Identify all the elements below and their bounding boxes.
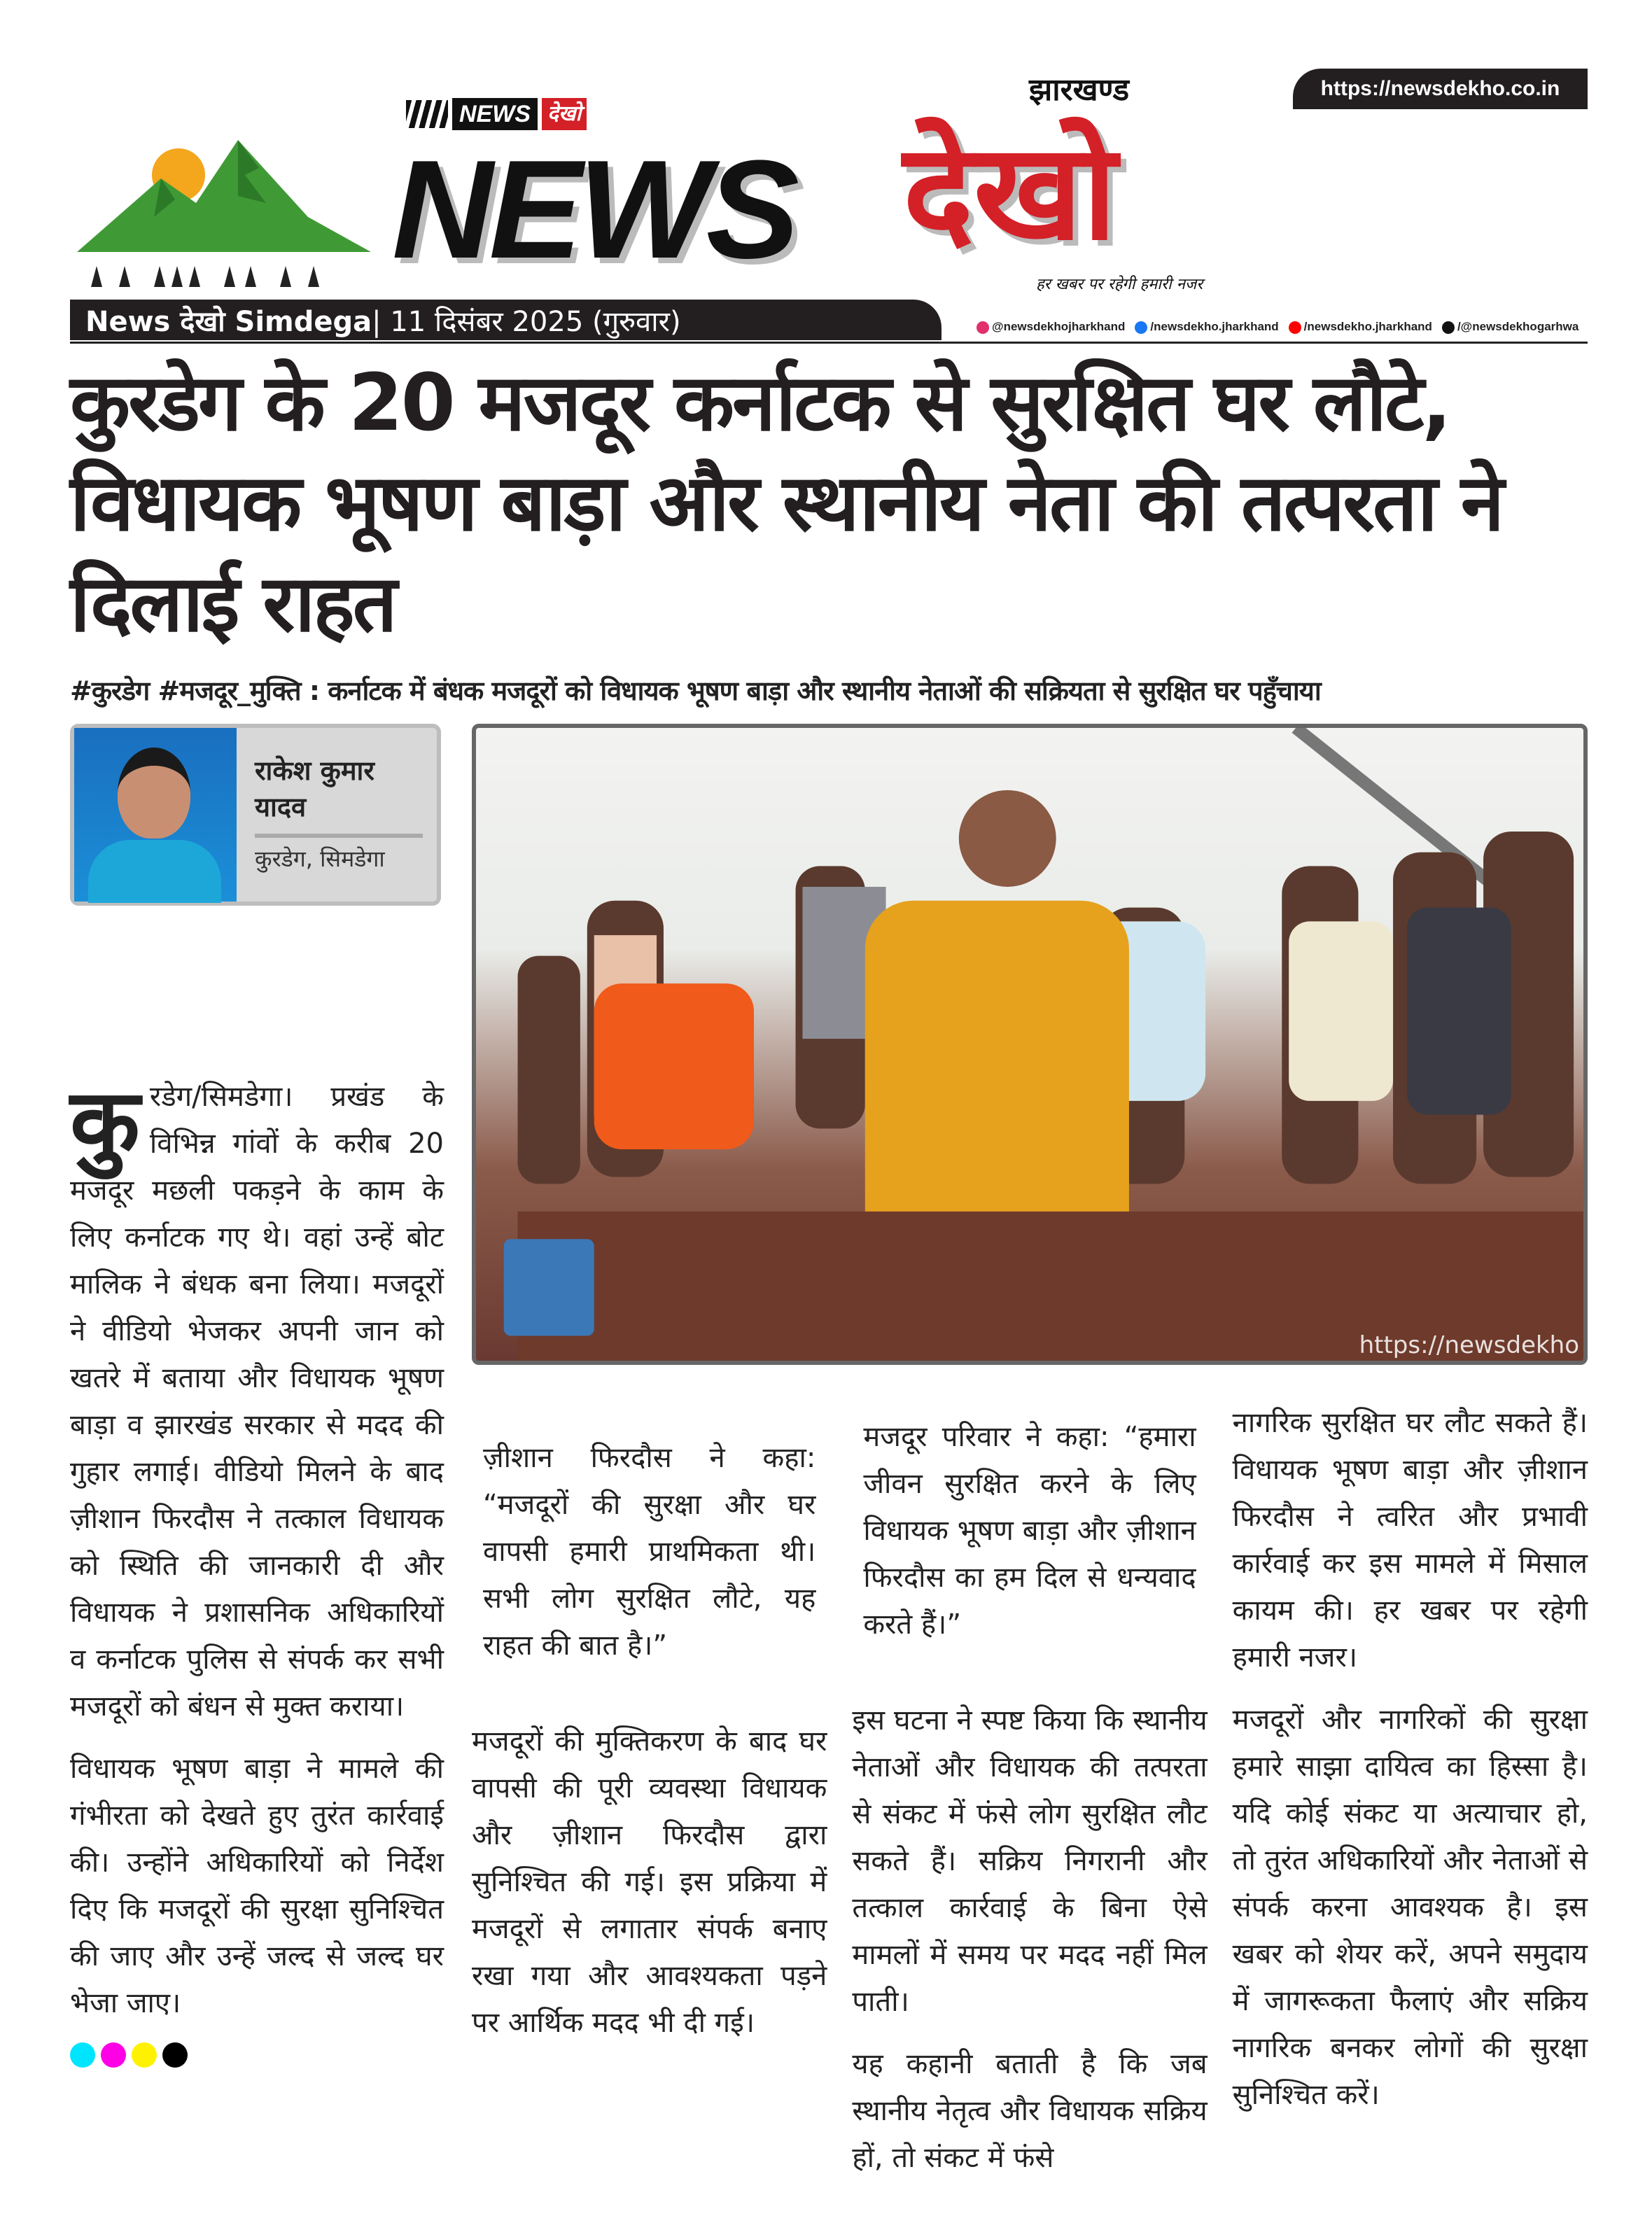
brand-mini-news: NEWS xyxy=(452,98,538,130)
website-url-badge[interactable]: https://newsdekho.co.in xyxy=(1293,69,1588,109)
headline: कुरडेग के 20 मजदूर कर्नाटक से सुरक्षित घर लौटे, विधायक भूषण बाड़ा और स्थानीय नेता की तत्परता ने दिलाई राहत xyxy=(70,358,1503,650)
mountain-logo xyxy=(77,112,371,294)
instagram-icon xyxy=(976,321,989,334)
article-column-4 xyxy=(1233,1400,1588,2134)
brand-state: झारखण्ड xyxy=(1029,72,1130,108)
social-handle: /@newsdekhogarhwa xyxy=(1457,320,1579,333)
author-name: राकेश कुमार यादव xyxy=(255,755,374,822)
paragraph: इस घटना ने स्पष्ट किया कि स्थानीय नेताओं और विधायक की तत्परता से संकट में फंसे लोग सुरक्षित लौट सकते हैं। सक्रिय निगरानी और तत्काल कार्रवाई के बिना ऐसे मामलों में समय पर मदद नहीं मिल पाती। xyxy=(852,1704,1208,2019)
author-divider xyxy=(255,834,423,838)
social-youtube[interactable] xyxy=(1289,316,1432,337)
brand-logo-dekho: देखो xyxy=(903,115,1117,269)
social-handle: /newsdekho.jharkhand xyxy=(1303,320,1432,333)
photo-watermark: https://newsdekho xyxy=(1359,1331,1579,1360)
brand-tagline: हर खबर पर रहेगी हमारी नजर xyxy=(1036,276,1203,293)
author-box xyxy=(70,724,441,906)
brand-logo-news: NEWS xyxy=(392,132,795,288)
brand-mini-logo xyxy=(406,98,587,130)
cmyk-registration-dots xyxy=(70,2042,444,2068)
edition-date-bar xyxy=(70,300,941,340)
paragraph: मजदूरों और नागरिकों की सुरक्षा हमारे साझा दायित्व का हिस्सा है। यदि कोई संकट या अत्याचार हो, तो तुरंत अधिकारियों और नेताओं से संपर्क करना आवश्यक है। इस खबर को शेयर करें, अपने समुदाय में जागरूकता फैलाएं और सक्रिय नागरिक बनकर लोगों की सुरक्षा सुनिश्चित करें। xyxy=(1232,1704,1588,2112)
x-icon xyxy=(1442,321,1455,334)
article xyxy=(70,353,1588,2197)
paragraph: नागरिक सुरक्षित घर लौट सकते हैं। विधायक भूषण बाड़ा और ज़ीशान फिरदौस ने त्वरित और प्रभावी कार्रवाई कर इस मामले में मिसाल कायम की। हर खबर पर रहेगी हमारी नजर। xyxy=(1232,1407,1588,1674)
paragraph: यह कहानी बताती है कि जब स्थानीय नेतृत्व और विधायक सक्रिय हों, तो संकट में फंसे xyxy=(852,2048,1208,2175)
drop-cap: कु xyxy=(70,1069,140,1176)
subheadline: #कुरडेग #मजदूर_मुक्ति : कर्नाटक में बंधक मजदूरों को विधायक भूषण बाड़ा और स्थानीय नेताओं की सक्रियता से सुरक्षित घर पहुँचाया xyxy=(70,675,1321,707)
news-photo xyxy=(472,724,1588,1365)
paragraph: मजदूरों की मुक्तिकरण के बाद घर वापसी की पूरी व्यवस्था विधायक और ज़ीशान फिरदौस द्वारा सुनिश्चित की गई। इस प्रक्रिया में मजदूरों से लगातार संपर्क बनाए रखा गया और आवश्यकता पड़ने पर आर्थिक मदद भी दी गई। xyxy=(472,1725,827,2040)
social-links xyxy=(976,316,1578,337)
article-column-2 xyxy=(472,1435,827,2062)
brand-stripes xyxy=(406,100,448,128)
article-column-3 xyxy=(852,1414,1207,2197)
author-location: कुरडेग, सिमडेगा xyxy=(255,846,385,873)
quote-paragraph: ज़ीशान फिरदौस ने कहा: “मजदूरों की सुरक्षा और घर वापसी हमारी प्राथमिकता थी। सभी लोग सुरक्षित लौटे, यह राहत की बात है।” xyxy=(483,1442,816,1662)
black-dot xyxy=(162,2042,188,2068)
social-instagram[interactable] xyxy=(976,316,1125,337)
quote-paragraph: मजदूर परिवार ने कहा: “हमारा जीवन सुरक्षित करने के लिए विधायक भूषण बाड़ा और ज़ीशान फिरदौस का हम दिल से धन्यवाद करते हैं।” xyxy=(863,1421,1196,1641)
social-handle: @newsdekhojharkhand xyxy=(992,320,1126,333)
cyan-dot xyxy=(70,2042,95,2068)
facebook-icon xyxy=(1135,321,1147,334)
social-x[interactable] xyxy=(1442,316,1578,337)
youtube-icon xyxy=(1289,321,1301,334)
author-photo xyxy=(74,728,237,902)
social-handle: /newsdekho.jharkhand xyxy=(1150,320,1279,333)
paragraph: विधायक भूषण बाड़ा ने मामले की गंभीरता को देखते हुए तुरंत कार्रवाई की। उन्होंने अधिकारियों को निर्देश दिए कि मजदूरों की सुरक्षा सुनिश्चित की जाए और उन्हें जल्द से जल्द घर भेजा जाए। xyxy=(70,1753,444,2020)
yellow-dot xyxy=(132,2042,157,2068)
article-column-1 xyxy=(70,1069,444,2027)
header-divider xyxy=(70,342,1588,344)
edition-name: News देखो Simdega xyxy=(85,305,372,338)
edition-date: | 11 दिसंबर 2025 (गुरुवार) xyxy=(372,305,681,338)
social-facebook[interactable] xyxy=(1135,316,1278,337)
paragraph: रडेग/सिमडेगा। प्रखंड के विभिन्न गांवों के करीब 20 मजदूर मछली पकड़ने के काम के लिए कर्नाटक गए थे। वहां उन्हें बोट मालिक ने बंधक बना लिया। मजदूरों ने वीडियो भेजकर अपनी जान को खतरे में बताया और विधायक भूषण बाड़ा व झारखंड सरकार से मदद की गुहार लगाई। वीडियो मिलने के बाद ज़ीशान फिरदौस ने तत्काल विधायक को स्थिति की जानकारी दी और विधायक ने प्रशासनिक अधिकारियों व कर्नाटक पुलिस से संपर्क कर सभी मजदूरों को बंधन से मुक्त कराया। xyxy=(70,1081,444,1723)
magenta-dot xyxy=(101,2042,126,2068)
brand-mini-dekho: देखो xyxy=(542,98,587,130)
